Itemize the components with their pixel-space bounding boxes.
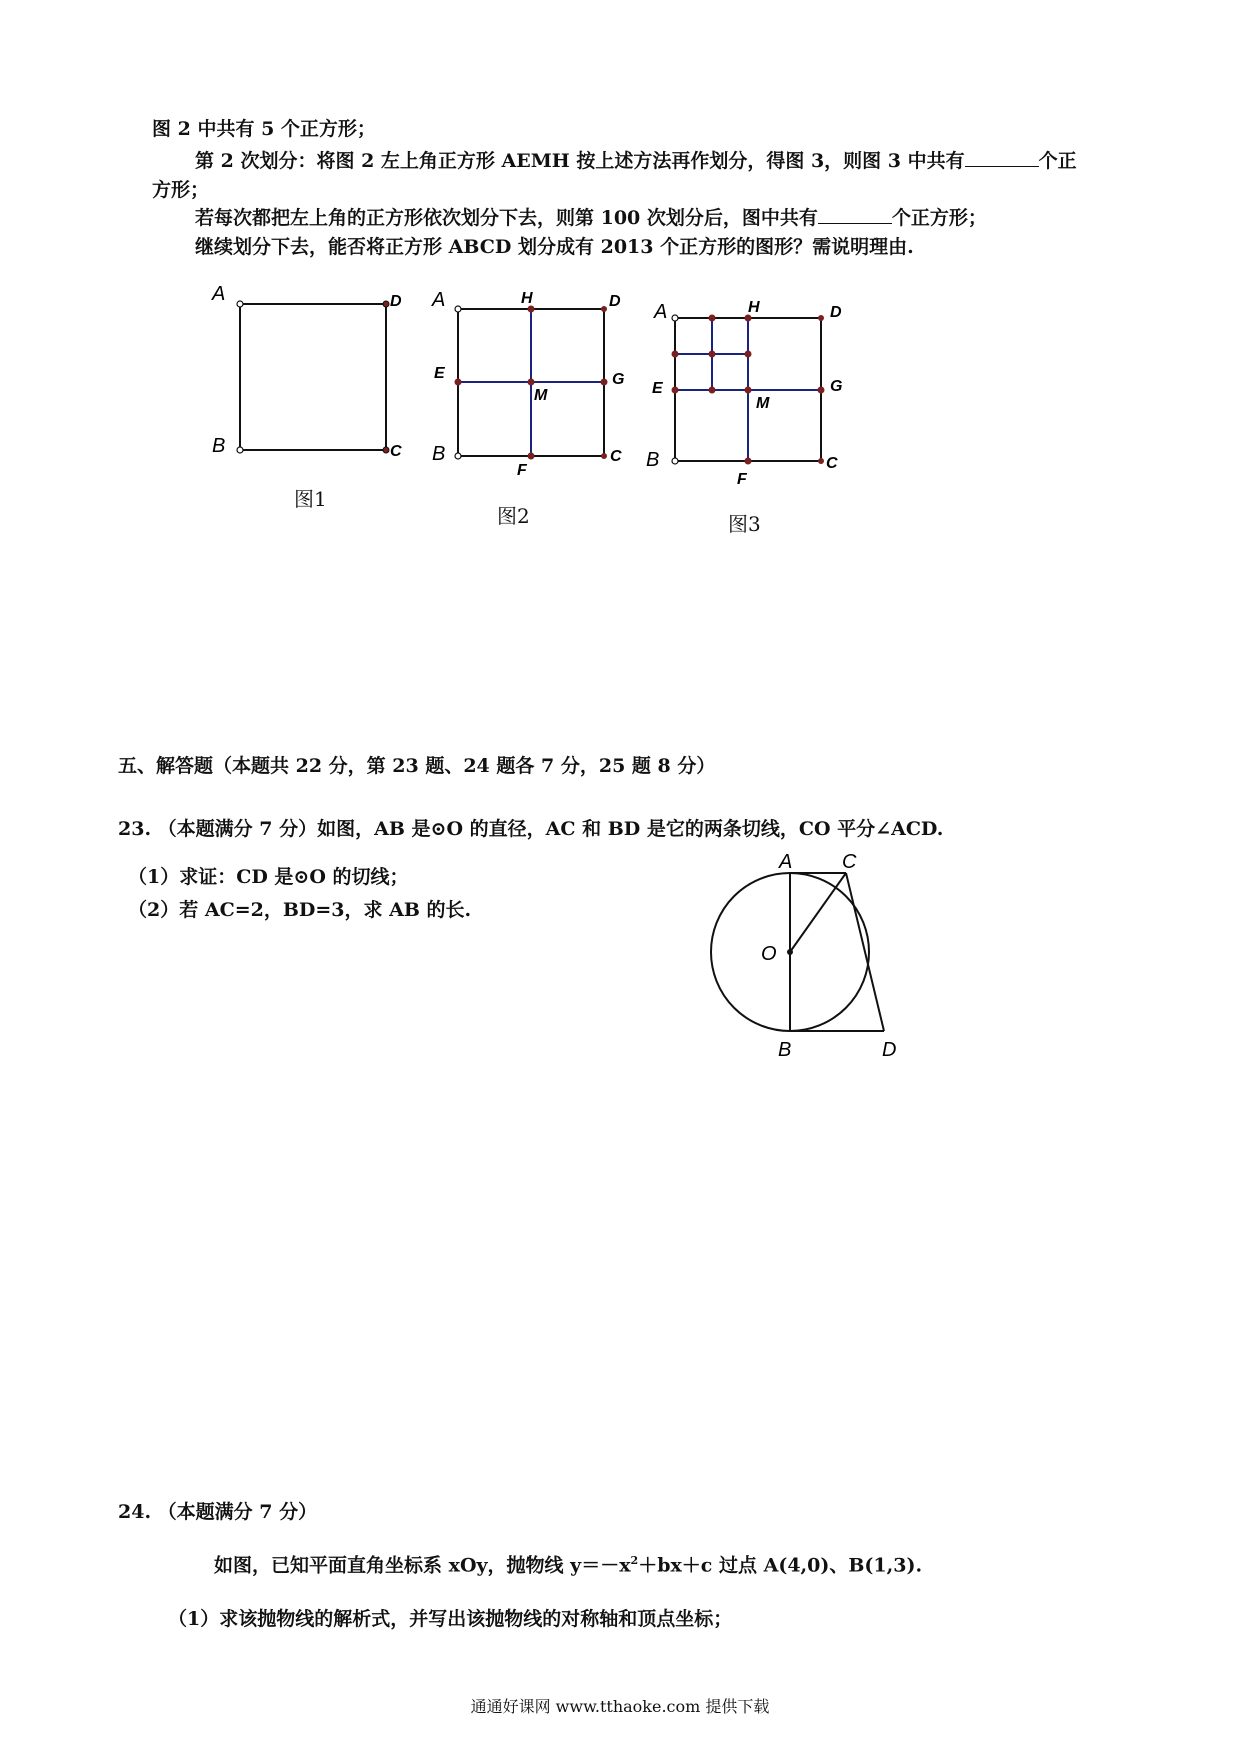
q23-stem: 23. （本题满分 7 分）如图，AB 是⊙O 的直径，AC 和 BD 是它的两条切线，CO 平分∠ACD.	[118, 818, 944, 840]
footer-credit: 通通好课网 www.tthaoke.com 提供下载	[470, 1697, 770, 1716]
figure-3-caption: 图3	[728, 512, 761, 536]
circle-label-o: O	[761, 943, 777, 965]
q24-text	[214, 1549, 922, 1577]
q23-part-1: （1）求证：CD 是⊙O 的切线；	[128, 866, 409, 888]
fig1-label-d: D	[390, 293, 402, 310]
fig3-label-c: C	[826, 455, 838, 472]
circle-label-b: B	[778, 1039, 792, 1061]
intro-line-1: 图 2 中共有 5 个正方形；	[152, 118, 376, 140]
intro-line-2-tail: 个正	[1038, 150, 1077, 172]
q24-text-b: ＋bx＋c 过点 A(4,0)、B(1,3).	[638, 1554, 923, 1577]
figure-1	[211, 283, 402, 460]
fig1-label-c: C	[390, 443, 402, 460]
fig2-label-b: B	[432, 443, 446, 465]
intro-line-3: 方形；	[152, 179, 210, 201]
figure-2	[431, 289, 624, 479]
square-figures	[0, 0, 1240, 560]
fig3-label-b: B	[646, 449, 660, 471]
intro-line-2-text: 第 2 次划分：将图 2 左上角正方形 AEMH 按上述方法再作划分，得图 3，则图 3 中共有	[195, 150, 965, 172]
circle-label-d: D	[882, 1039, 897, 1061]
intro-line-4-text: 若每次都把左上角的正方形依次划分下去，则第 100 次划分后，图中共有	[195, 207, 818, 229]
circle-label-a: A	[779, 851, 793, 873]
figure-1-caption: 图1	[294, 487, 327, 511]
fig3-label-h: H	[748, 299, 760, 316]
fig1-label-a: A	[212, 283, 226, 305]
fig3-label-a: A	[654, 301, 668, 323]
q24-part-1: （1）求该抛物线的解析式，并写出该抛物线的对称轴和顶点坐标；	[168, 1608, 733, 1630]
fig2-label-h: H	[521, 290, 533, 307]
fig2-label-a: A	[432, 289, 446, 311]
q24-text-a: 如图，已知平面直角坐标系 xOy，抛物线 y＝－x	[214, 1554, 631, 1577]
fig3-label-m: M	[756, 395, 770, 412]
q23-part-2: （2）若 AC=2，BD=3，求 AB 的长.	[128, 899, 472, 921]
fig2-label-g: G	[612, 371, 625, 388]
fig2-label-m: M	[534, 387, 548, 404]
circle-label-c: C	[842, 851, 857, 873]
fig3-label-e: E	[652, 380, 663, 397]
fig2-label-f: F	[517, 462, 527, 479]
fig1-label-b: B	[212, 435, 226, 457]
figure-3	[646, 299, 842, 488]
fig2-label-e: E	[434, 365, 445, 382]
circle-figure	[690, 840, 930, 1070]
fig3-label-f: F	[737, 471, 747, 488]
q24-stem: 24. （本题满分 7 分）	[118, 1501, 318, 1523]
fig3-label-g: G	[830, 378, 843, 395]
intro-line-5: 继续划分下去，能否将正方形 ABCD 划分成有 2013 个正方形的图形？需说明理由.	[195, 236, 914, 258]
fig2-label-c: C	[610, 448, 622, 465]
figure-2-caption: 图2	[497, 504, 530, 528]
intro-line-4-tail: 个正方形；	[891, 207, 987, 229]
fig3-label-d: D	[830, 304, 842, 321]
fig2-label-d: D	[609, 293, 621, 310]
q24-text-sup: 2	[630, 1554, 639, 1567]
section-5-title: 五、解答题（本题共 22 分，第 23 题、24 题各 7 分，25 题 8 分）	[118, 755, 716, 777]
